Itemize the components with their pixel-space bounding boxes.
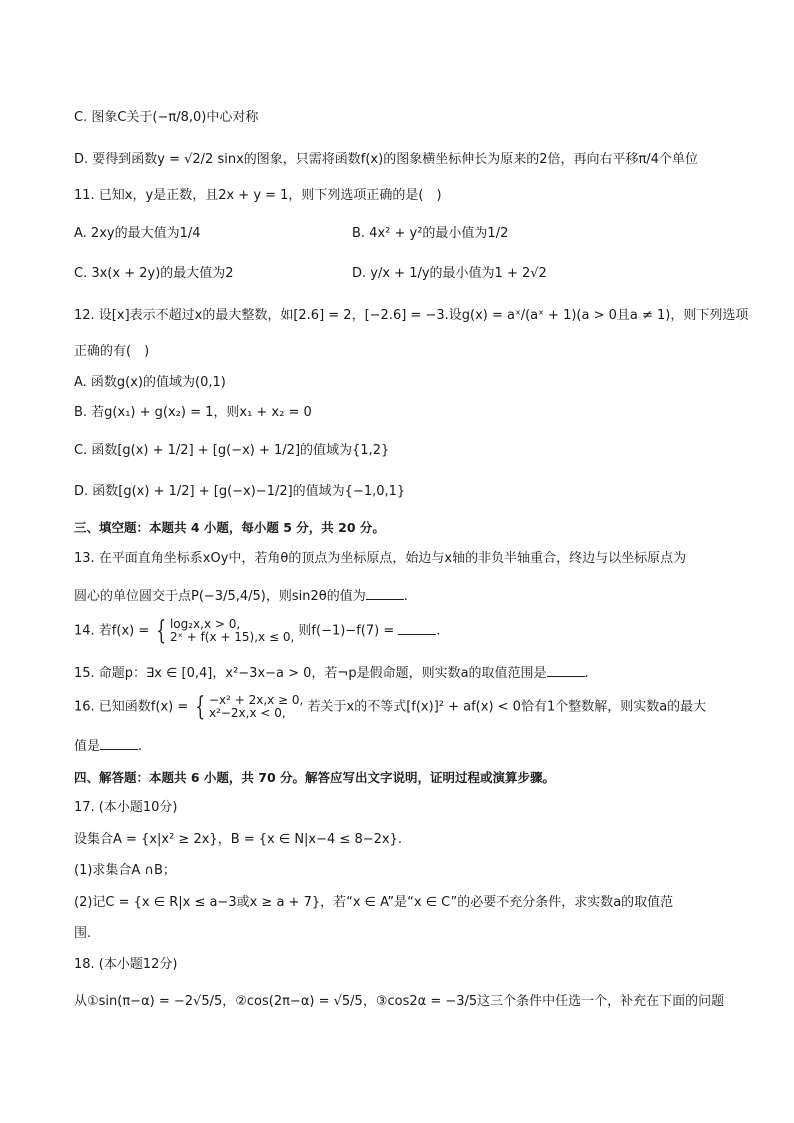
q15-text: 15. 命题p：∃x ∈ [0,4]，x²−3x−a > 0，若¬p是假命题，则实数a的取值范围是: [74, 666, 547, 681]
answer-blank: [547, 664, 585, 677]
q11-option-b: B. 4x² + y²的最小值为1/2: [352, 226, 509, 241]
q15: [74, 664, 589, 683]
section-4-heading: 四、解答题：本题共 6 小题，共 70 分。解答应写出文字说明，证明过程或演算步骤。: [74, 770, 556, 785]
q17-line1: 设集合A = {x|x² ≥ 2x}，B = {x ∈ N|x−4 ≤ 8−2x}.: [74, 832, 402, 847]
q13-line2-end: .: [403, 589, 408, 604]
q18-line1: 从①sin(π−α) = −2√5/5，②cos(2π−α) = √5/5，③cos2α = −3/5这三个条件中任选一个，补充在下面的问题: [74, 994, 725, 1009]
q12-stem-line1: 12. 设[x]表示不超过x的最大整数，如[2.6] = 2，[−2.6] = −3.设g(x) = aˣ/(aˣ + 1)(a > 0且a ≠ 1)，则下列选项: [74, 308, 749, 323]
q14-case-2: 2ˣ + f(x + 15),x ≤ 0,: [169, 630, 295, 644]
q11-stem: 11. 已知x，y是正数，且2x + y = 1，则下列选项正确的是( ): [74, 188, 442, 203]
q16-suffix: 若关于x的不等式[f(x)]² + af(x) < 0恰有1个整数解，则实数a的最大: [307, 699, 707, 715]
piecewise-brace: [153, 618, 294, 644]
q16-line2-text: 值是: [74, 739, 101, 754]
q11-option-d: D. y/x + 1/y的最小值为1 + 2√2: [352, 266, 547, 281]
q16-case-2: x²−2x,x < 0,: [208, 706, 286, 720]
left-brace-icon: {: [156, 616, 167, 646]
q16: [74, 694, 706, 720]
option-10c: C. 图象C关于(−π/8,0)中心对称: [74, 110, 259, 125]
q16-case-1: −x² + 2x,x ≥ 0,: [208, 693, 304, 707]
q11-option-a: A. 2xy的最大值为1/4: [74, 226, 201, 241]
section-3-heading: 三、填空题：本题共 4 小题，每小题 5 分，共 20 分。: [74, 520, 385, 535]
q13-line1: 13. 在平面直角坐标系xOy中，若角θ的顶点为坐标原点，始边与x轴的非负半轴重合，终边与以坐标原点为: [74, 551, 687, 566]
q17-header: 17. (本小题10分): [74, 800, 178, 815]
q13-line2: [74, 587, 408, 606]
q13-line2-text: 圆心的单位圆交于点P(−3/5,4/5)，则sin2θ的值为: [74, 589, 366, 604]
q17-part2-line2: 围.: [74, 926, 92, 941]
q15-end: .: [584, 666, 589, 681]
q16-line2: [74, 737, 142, 756]
option-10d: D. 要得到函数y = √2/2 sinx的图象，只需将函数f(x)的图象横坐标伸长为原来的2倍，再向右平移π/4个单位: [74, 152, 698, 167]
q14-prefix: 14. 若f(x) =: [74, 623, 150, 639]
q12-option-d: D. 函数[g(x) + 1/2] + [g(−x)−1/2]的值域为{−1,0,1}: [74, 484, 406, 499]
q14-end: .: [436, 623, 441, 639]
q14-suffix: 则f(−1)−f(7) =: [298, 623, 395, 639]
piecewise-brace: [192, 694, 303, 720]
q11-option-c: C. 3x(x + 2y)的最大值为2: [74, 266, 234, 281]
q14-cases: [170, 618, 294, 644]
q16-end: .: [138, 739, 143, 754]
q17-part1: (1)求集合A ∩B；: [74, 863, 176, 878]
left-brace-icon: {: [195, 692, 206, 722]
q14: [74, 618, 441, 644]
q12-stem-line2: 正确的有( ): [74, 344, 150, 359]
q12-option-a: A. 函数g(x)的值域为(0,1): [74, 375, 226, 390]
q16-cases: [209, 694, 303, 720]
q12-option-b: B. 若g(x₁) + g(x₂) = 1，则x₁ + x₂ = 0: [74, 405, 312, 420]
answer-blank: [398, 622, 436, 635]
q12-option-c: C. 函数[g(x) + 1/2] + [g(−x) + 1/2]的值域为{1,2}: [74, 443, 390, 458]
answer-blank: [100, 737, 138, 750]
q16-prefix: 16. 已知函数f(x) =: [74, 699, 189, 715]
answer-blank: [366, 587, 404, 600]
q14-case-1: log₂x,x > 0,: [169, 617, 241, 631]
q18-header: 18. (本小题12分): [74, 957, 178, 972]
q17-part2-line1: (2)记C = {x ∈ R|x ≤ a−3或x ≥ a + 7}，若“x ∈ A”是“x ∈ C”的必要不充分条件，求实数a的取值范: [74, 895, 674, 910]
